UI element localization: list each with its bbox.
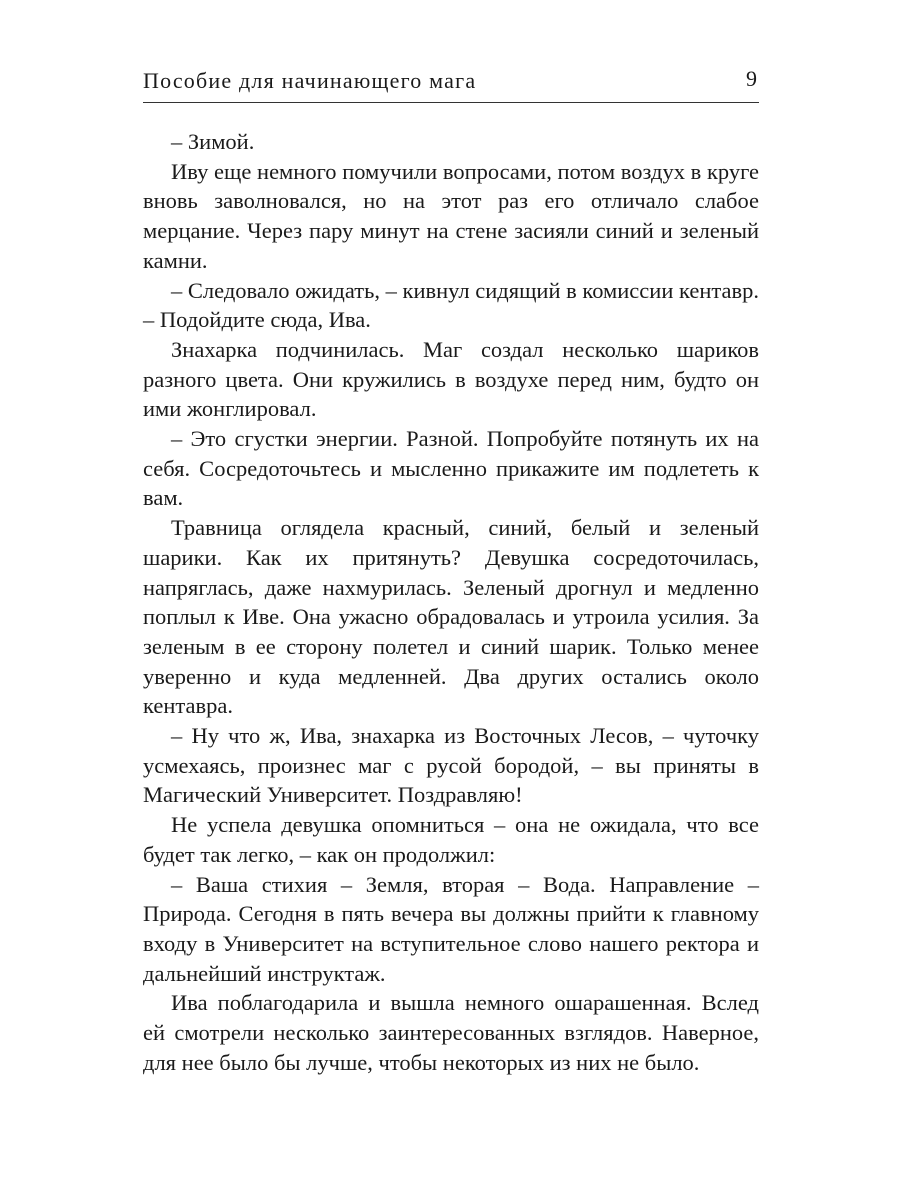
paragraph: – Ну что ж, Ива, знахарка из Восточных Лесов, – чуточку усмехаясь, произнес маг с русой бородой, – вы приняты в Магический Университет. Поздравляю! bbox=[143, 723, 759, 808]
paragraph: Не успела девушка опомниться – она не ожидала, что все будет так легко, – как он продолжил: bbox=[143, 812, 759, 867]
paragraph: – Это сгустки энергии. Разной. Попробуйте потянуть их на себя. Сосредоточьтесь и мысленно прикажите им подлететь к вам. bbox=[143, 426, 759, 511]
paragraph: – Следовало ожидать, – кивнул сидящий в комиссии кентавр. – Подойдите сюда, Ива. bbox=[143, 277, 759, 333]
paragraph: Ива поблагодарила и вышла немного ошарашенная. Вслед ей смотрели несколько заинтересованных взглядов. Наверное, для нее было бы лучше, чтобы некоторых из них не было. bbox=[143, 990, 759, 1075]
paragraph: Иву еще немного помучили вопросами, потом воздух в круге вновь заволновался, но на этот раз его отличало слабое мерцание. Через пару минут на стене засияли синий и зеленый камни. bbox=[143, 158, 759, 273]
paragraph: Травница оглядела красный, синий, белый и зеленый шарики. Как их притянуть? Девушка сосредоточилась, напряглась, даже нахмурилась. Зеленый дрогнул и медленно поплыл к Иве. Она ужасно обрадовалась и утроила усилия. За зеленым в ее сторону полетел и синий шарик. Только менее уверенно и куда медленней. Два других остались около кентавра. bbox=[143, 515, 759, 719]
book-title: Пособие для начинающего мага bbox=[143, 68, 477, 93]
page-number: 9 bbox=[746, 66, 757, 91]
paragraph: – Зимой. bbox=[171, 129, 255, 154]
body-text bbox=[143, 127, 759, 1078]
paragraph: – Ваша стихия – Земля, вторая – Вода. Направление – Природа. Сегодня в пять вечера вы должны прийти к главному входу в Университет на вступительное слово нашего ректора и дальнейший инструктаж. bbox=[143, 871, 759, 986]
running-header bbox=[143, 62, 759, 103]
paragraph: Знахарка подчинилась. Маг создал несколько шариков разного цвета. Они кружились в воздухе перед ним, будто он ими жонглировал. bbox=[143, 336, 759, 422]
